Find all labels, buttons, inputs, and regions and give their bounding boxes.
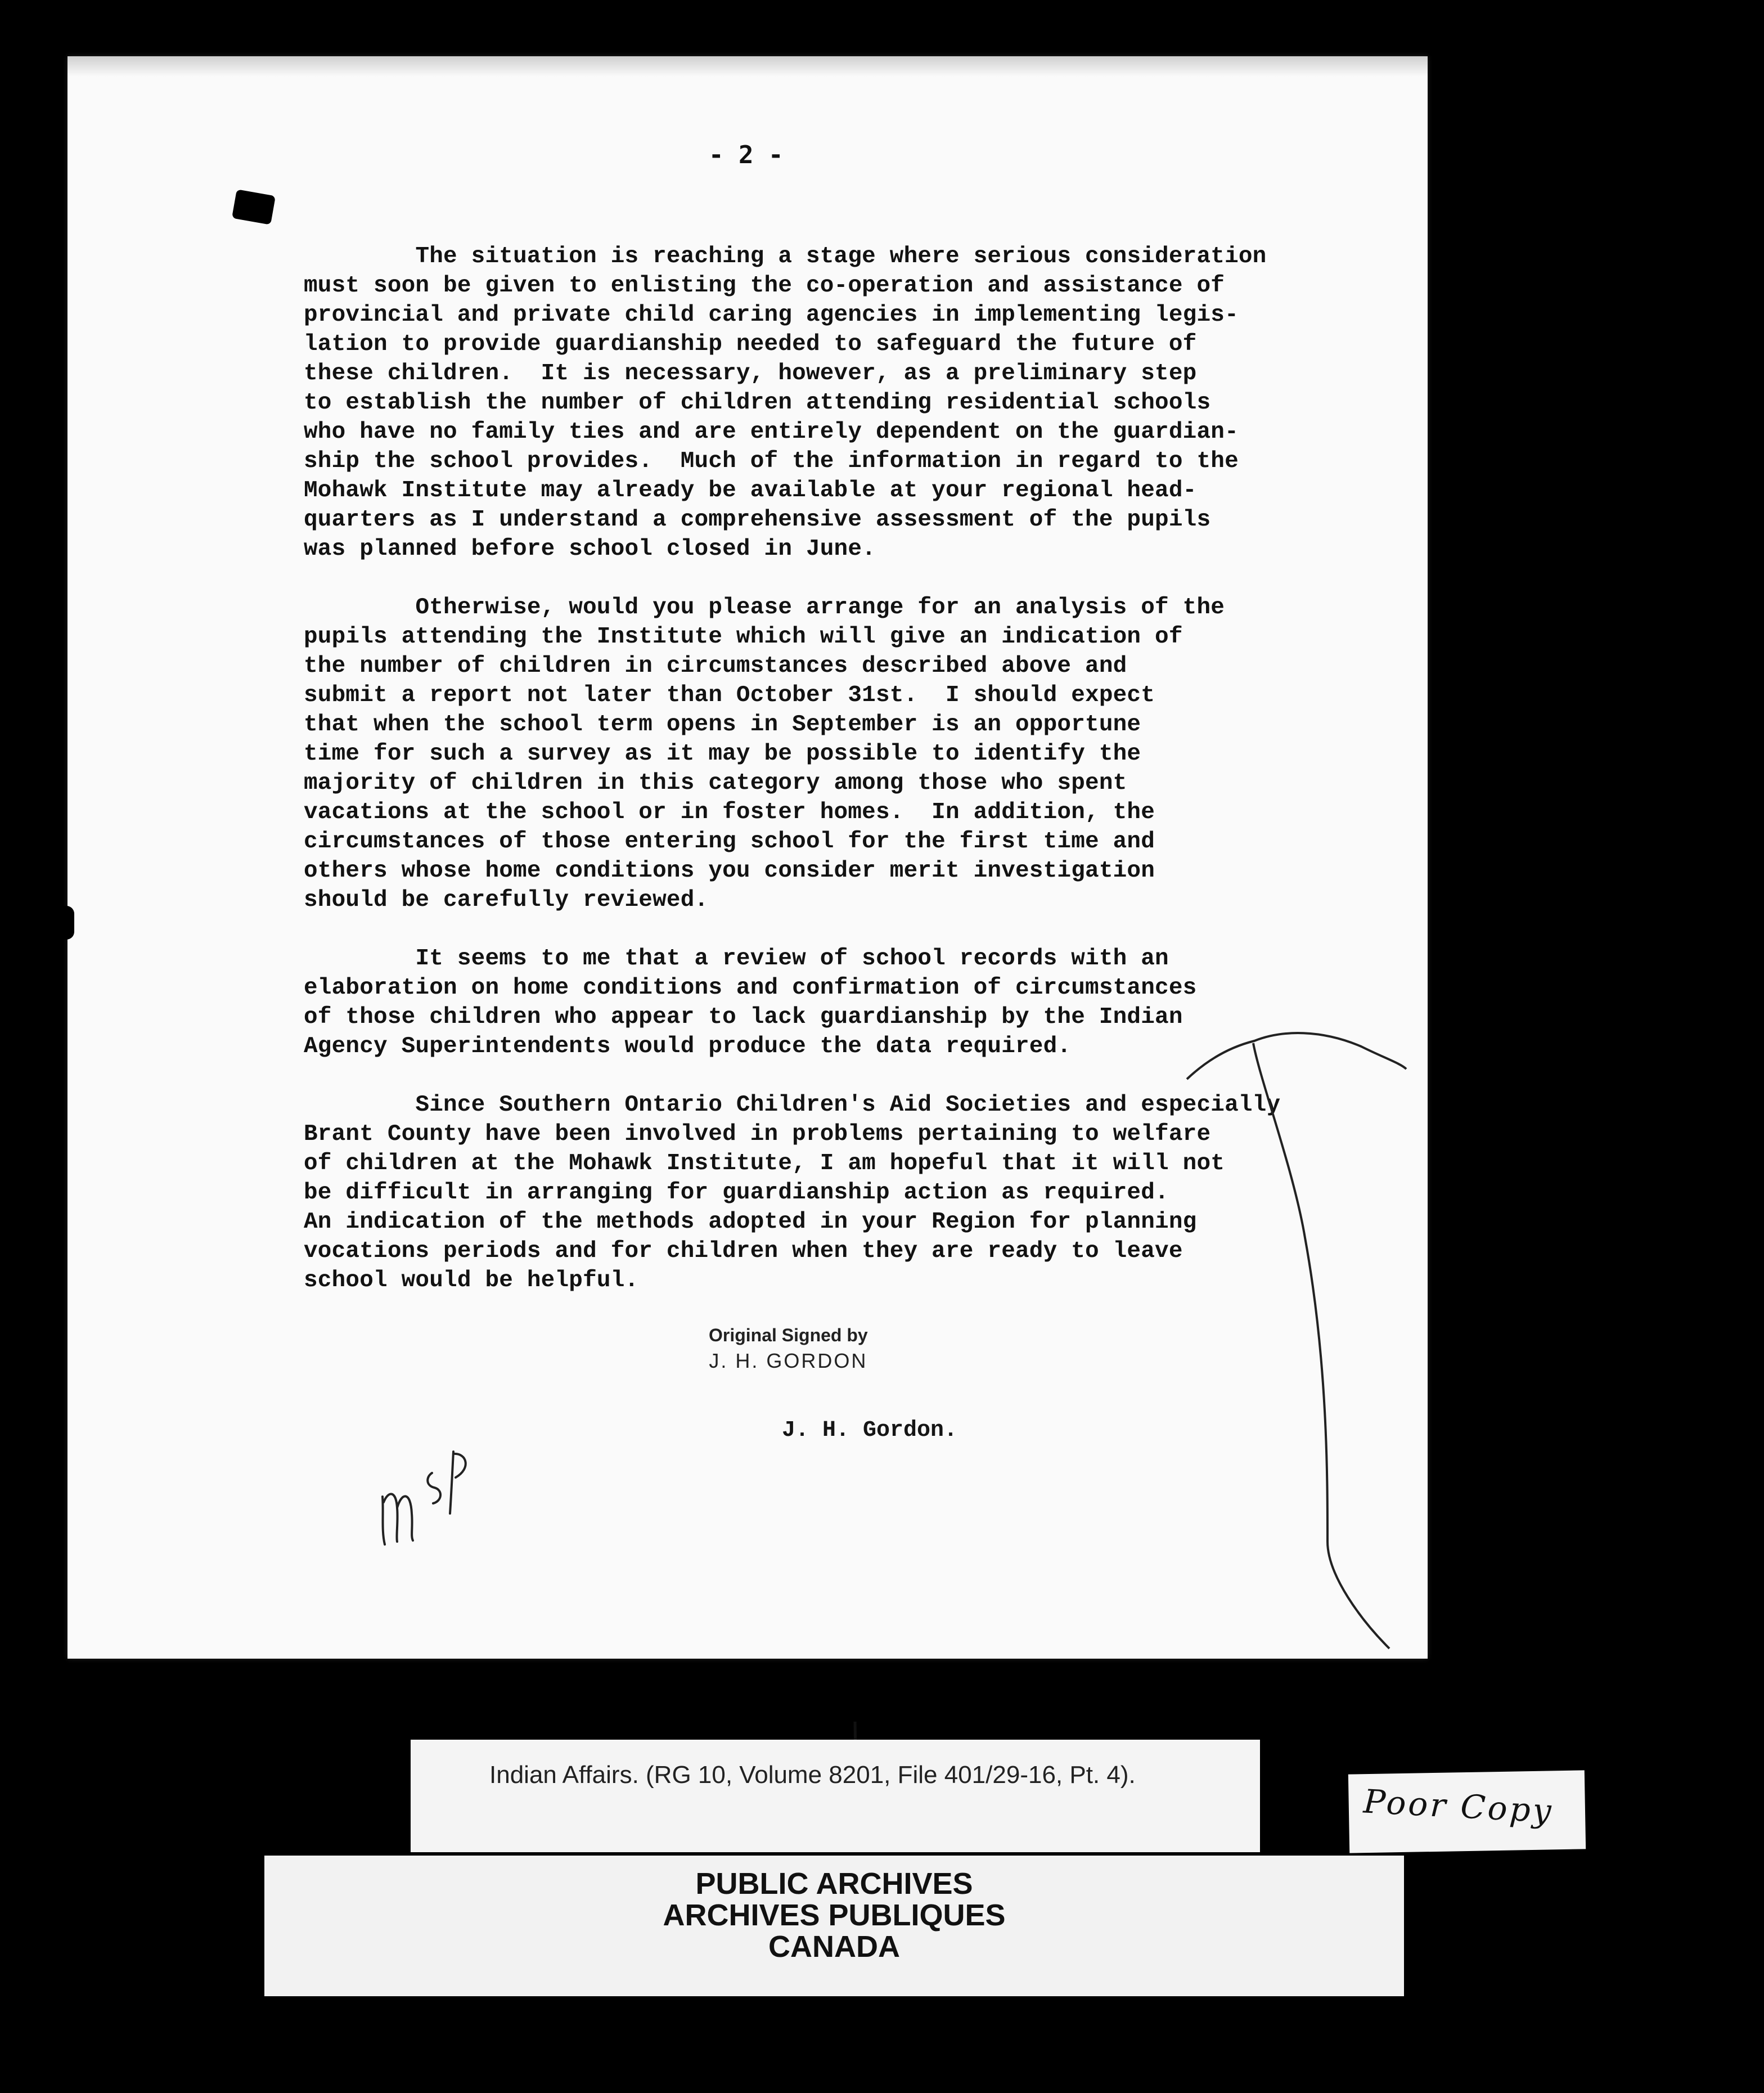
reference-label [411, 1740, 1260, 1852]
paragraph-2: Otherwise, would you please arrange for an analysis of the pupils attending the Institute which will give an indication of the number of children in circumstances described above and submit a report not later than October 31st. I should expect that when the school term opens in September is an opportune time for such a survey as it may be possible to identify the majority of children in this category among those who spent vacations at the school or in foster homes. In addition, the circumstances of those entering school for the first time and others whose home conditions you consider merit investigation should be carefully reviewed. [304, 595, 1225, 913]
document-page [68, 56, 1428, 1659]
stamp-line-2: J. H. GORDON [709, 1349, 868, 1372]
handwritten-initials [371, 1429, 484, 1553]
poor-copy-note: Poor Copy [1362, 1782, 1555, 1831]
typed-signature: J. H. Gordon. [782, 1418, 958, 1443]
reference-citation: Indian Affairs. (RG 10, Volume 8201, File 401/29-16, Pt. 4). [489, 1761, 1136, 1789]
archives-label [264, 1856, 1404, 1996]
archives-line-1: PUBLIC ARCHIVES [695, 1867, 973, 1901]
signature-stamp [709, 1322, 868, 1374]
archives-title [264, 1868, 1404, 1962]
paragraph-4: Since Southern Ontario Children's Aid Societies and especially Brant County have been involved in problems pertaining to welfare of children at the Mohawk Institute, I am hopeful that it will not be difficult in arranging for guardianship action as required. An indication of the methods adopted in your Region for planning vocations periods and for children when they are ready to leave school would be helpful. [304, 1092, 1281, 1293]
page-number: - 2 - [709, 141, 784, 169]
archives-line-3: CANADA [768, 1930, 900, 1964]
paragraph-3: It seems to me that a review of school records with an elaboration on home conditions and confirmation of circumstances of those children who appear to lack guardianship by the Indian Agency Superintendents would produce the data required. [304, 946, 1197, 1059]
edge-blot [52, 906, 74, 940]
paragraph-1: The situation is reaching a stage where serious consideration must soon be given to enlisting the co-operation and assistance of provincial and private child caring agencies in implementing legis- lation to provide guardianship needed to safeguard the future of these children. It is necessary, however, as a preliminary step to establish the number of children attending residential schools who have no family ties and are entirely dependent on the guardian- ship the school provides. Much of the information in regard to the Mohawk Institute may already be available at your regional head- quarters as I understand a comprehensive assessment of the pupils was planned before school closed in June. [304, 244, 1267, 562]
poor-copy-label [1348, 1770, 1586, 1853]
stamp-line-1: Original Signed by [709, 1325, 868, 1345]
archives-line-2: ARCHIVES PUBLIQUES [663, 1898, 1006, 1932]
letter-body [304, 242, 1339, 1324]
